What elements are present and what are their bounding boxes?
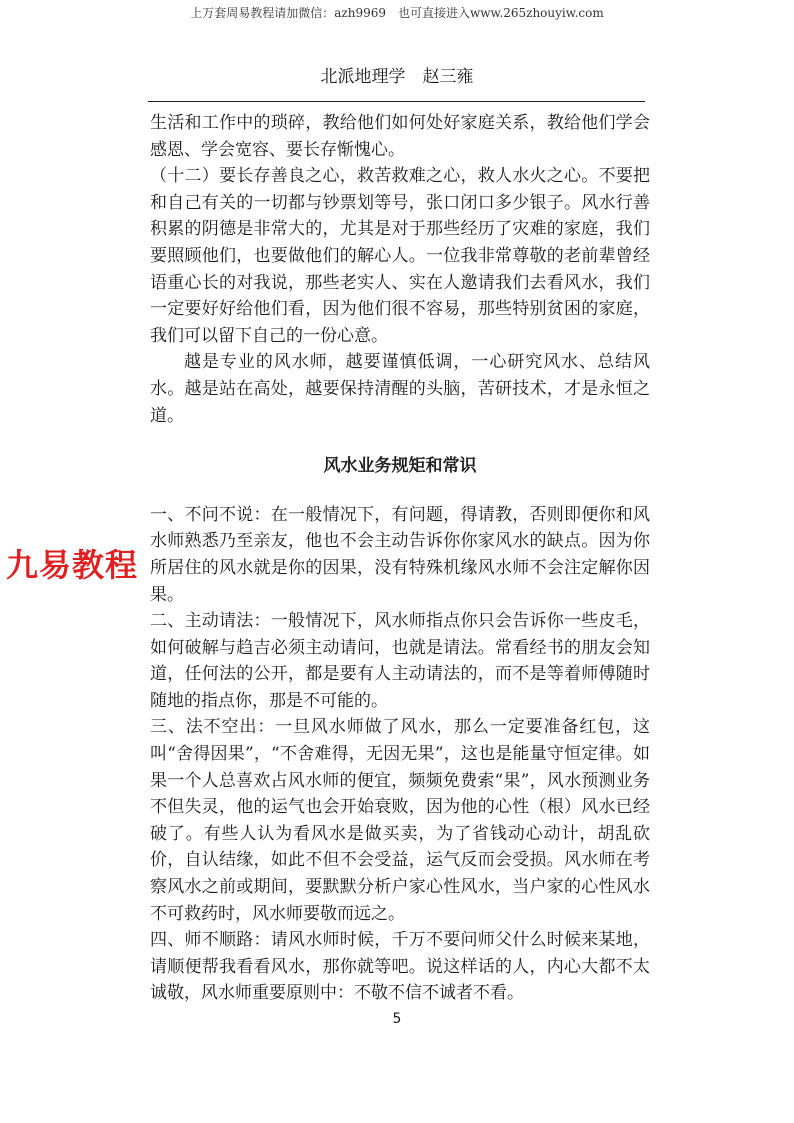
top-banner: 上万套周易教程请加微信：azh9969 也可直接进入www.265zhouyiw.com	[190, 6, 604, 20]
rule-paragraph: 四、师不顺路：请风水师时候，千万不要问师父什么时候来某地，请顺便帮我看看风水，那你就等吧。说这样话的人，内心大都不太诚敬，风水师重要原则中：不敬不信不诚者不看。	[150, 930, 650, 1004]
page-number: 5	[392, 1011, 402, 1027]
page-header-title: 北派地理学 赵三雍	[320, 67, 474, 87]
rule-paragraph: 三、法不空出：一旦风水师做了风水，那么一定要准备红包，这叫“舍得因果”，“不舍难得，无因无果”，这也是能量守恒定律。如果一个人总喜欢占风水师的便宜，频频免费索“果”，风水预测业务不但失灵，他的运气也会开始衰败，因为他的心性（根）风水已经破了。有些人认为看风水是做买卖，为了省钱动心动计，胡乱砍价，自认结缘，如此不但不会受益，运气反而会受损。风水师在考察风水之前或期间，要默默分析户家心性风水，当户家的心性风水不可救药时，风水师要敬而远之。	[150, 717, 650, 924]
body-paragraph: （十二）要长存善良之心，救苦救难之心，救人水火之心。不要把和自己有关的一切都与钞票划等号，张口闭口多少银子。风水行善积累的阴德是非常大的，尤其是对于那些经历了灾难的家庭，我们要照顾他们，也要做他们的解心人。一位我非常尊敬的老前辈曾经语重心长的对我说，那些老实人、实在人邀请我们去看风水，我们一定要好好给他们看，因为他们很不容易，那些特别贫困的家庭，我们可以留下自己的一份心意。	[150, 166, 650, 346]
rule-paragraph: 一、不问不说：在一般情况下，有问题，得请教，否则即便你和风水师熟悉乃至亲友，他也不会主动告诉你你家风水的缺点。因为你所居住的风水就是你的因果，没有特殊机缘风水师不会注定解你因果。	[150, 504, 650, 605]
body-paragraph: 生活和工作中的琐碎，教给他们如何处好家庭关系，教给他们学会感恩、学会宽容、要长存惭愧心。	[150, 113, 650, 160]
rule-paragraph: 二、主动请法：一般情况下，风水师指点你只会告诉你一些皮毛，如何破解与趋吉必须主动请问，也就是请法。常看经书的朋友会知道，任何法的公开，都是要有人主动请法的，而不是等着师傅随时随地的指点你，那是不可能的。	[150, 611, 650, 711]
header-divider	[148, 101, 645, 102]
watermark-logo: 九易教程	[6, 546, 139, 584]
section-title: 风水业务规矩和常识	[323, 456, 477, 477]
page-body	[150, 110, 650, 1007]
body-paragraph: 越是专业的风水师，越要谨慎低调，一心研究风水、总结风水。越是站在高处，越要保持清醒的头脑，苦研技术，才是永恒之道。	[150, 352, 650, 426]
